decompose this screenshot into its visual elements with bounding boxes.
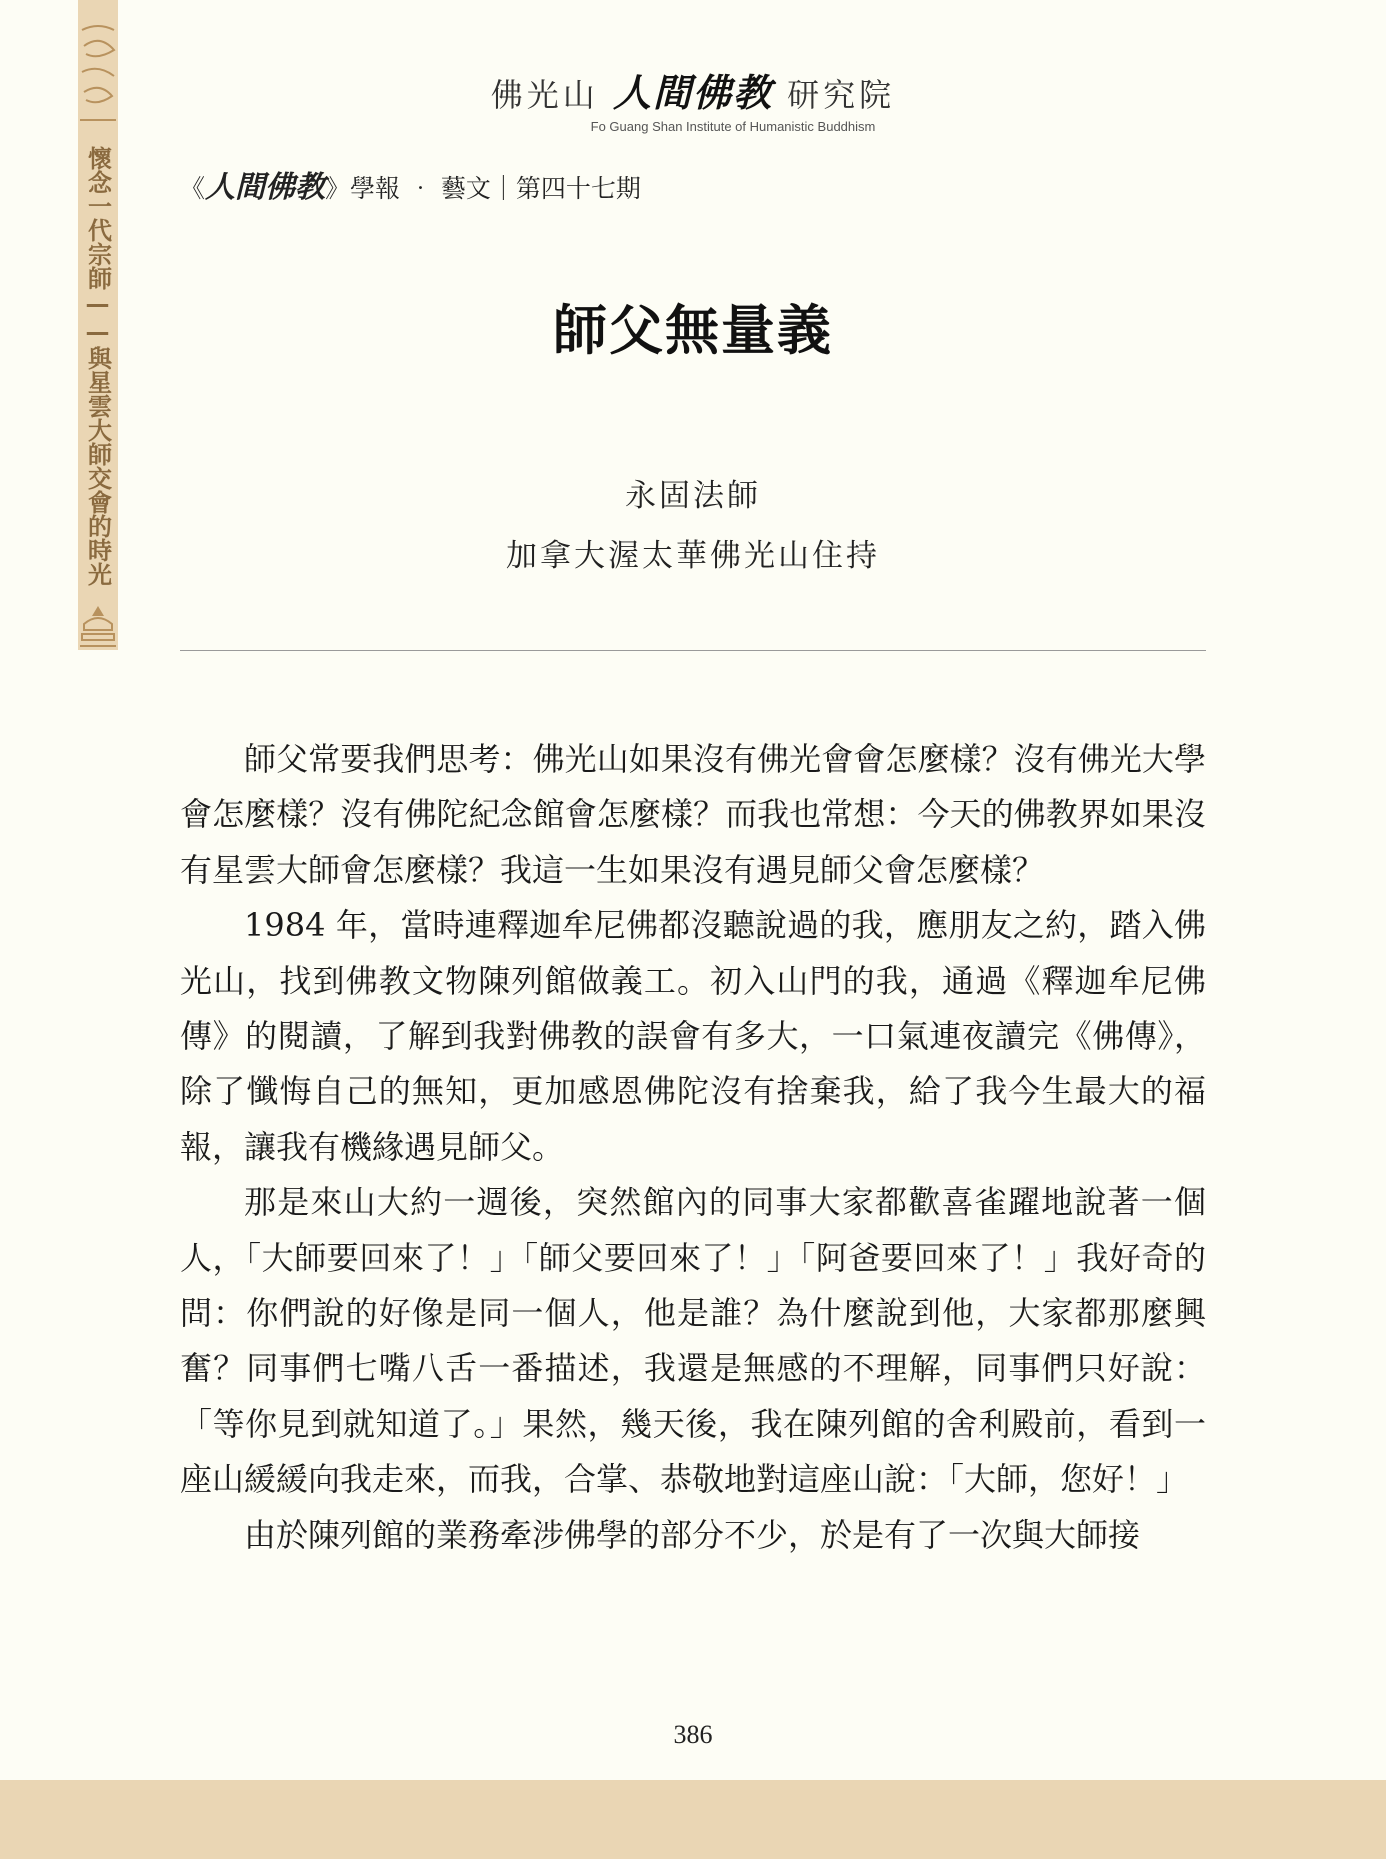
journal-issue: 學報 ‧ 藝文｜第四十七期: [350, 174, 641, 203]
journal-close-bracket: 》: [325, 174, 351, 203]
article-title: 師父無量義: [553, 299, 833, 362]
institute-prefix: 佛光山: [490, 76, 599, 114]
body-paragraph: 由於陳列館的業務牽涉佛學的部分不少，於是有了一次與大師接: [244, 1515, 1141, 1554]
journal-name: 人間佛教: [205, 170, 326, 205]
sidebar-section-title: 懷念一代宗師——與星雲大師交會的時光: [83, 146, 112, 586]
title-divider: [180, 650, 1206, 651]
institute-suffix: 研究院: [787, 76, 896, 114]
institute-english-name: Fo Guang Shan Institute of Humanistic Buddhism: [590, 119, 876, 134]
body-paragraph: 師父常要我們思考：佛光山如果沒有佛光會會怎麼樣？沒有佛光大學會怎麼樣？沒有佛陀紀念館會怎麼樣？而我也常想：今天的佛教界如果沒有星雲大師會怎麼樣？我這一生如果沒有遇見師父會怎麼樣？: [180, 740, 1206, 889]
journal-open-bracket: 《: [180, 174, 206, 203]
lotus-ornament-icon: [78, 600, 118, 650]
institute-name: 人間佛教: [612, 70, 773, 115]
body-paragraph: 1984 年，當時連釋迦牟尼佛都沒聽說過的我，應朋友之約，踏入佛光山，找到佛教文物陳列館做義工。初入山門的我，通過《釋迦牟尼佛傳》的閱讀，了解到我對佛教的誤會有多大，一口氣連夜讀完《佛傳》，除了懺悔自己的無知，更加感恩佛陀沒有捨棄我，給了我今生最大的福報，讓我有機緣遇見師父。: [180, 906, 1206, 1166]
journal-running-head: [180, 162, 641, 206]
institute-logo: [0, 62, 1386, 134]
footer-band: [0, 1780, 1386, 1859]
article-body: [180, 732, 1206, 1563]
page-number: 386: [673, 1720, 713, 1749]
article-author: 永固法師: [625, 478, 761, 514]
body-paragraph: 那是來山大約一週後，突然館內的同事大家都歡喜雀躍地說著一個人，「大師要回來了！」「師父要回來了！」「阿爸要回來了！」我好奇的問：你們說的好像是同一個人，他是誰？為什麼說到他，大家都那麼興奮？同事們七嘴八舌一番描述，我還是無感的不理解，同事們只好說：「等你見到就知道了。」果然，幾天後，我在陳列館的舍利殿前，看到一座山緩緩向我走來，而我，合掌、恭敬地對這座山說：「大師，您好！」: [180, 1183, 1206, 1499]
author-affiliation: 加拿大渥太華佛光山住持: [506, 538, 880, 574]
